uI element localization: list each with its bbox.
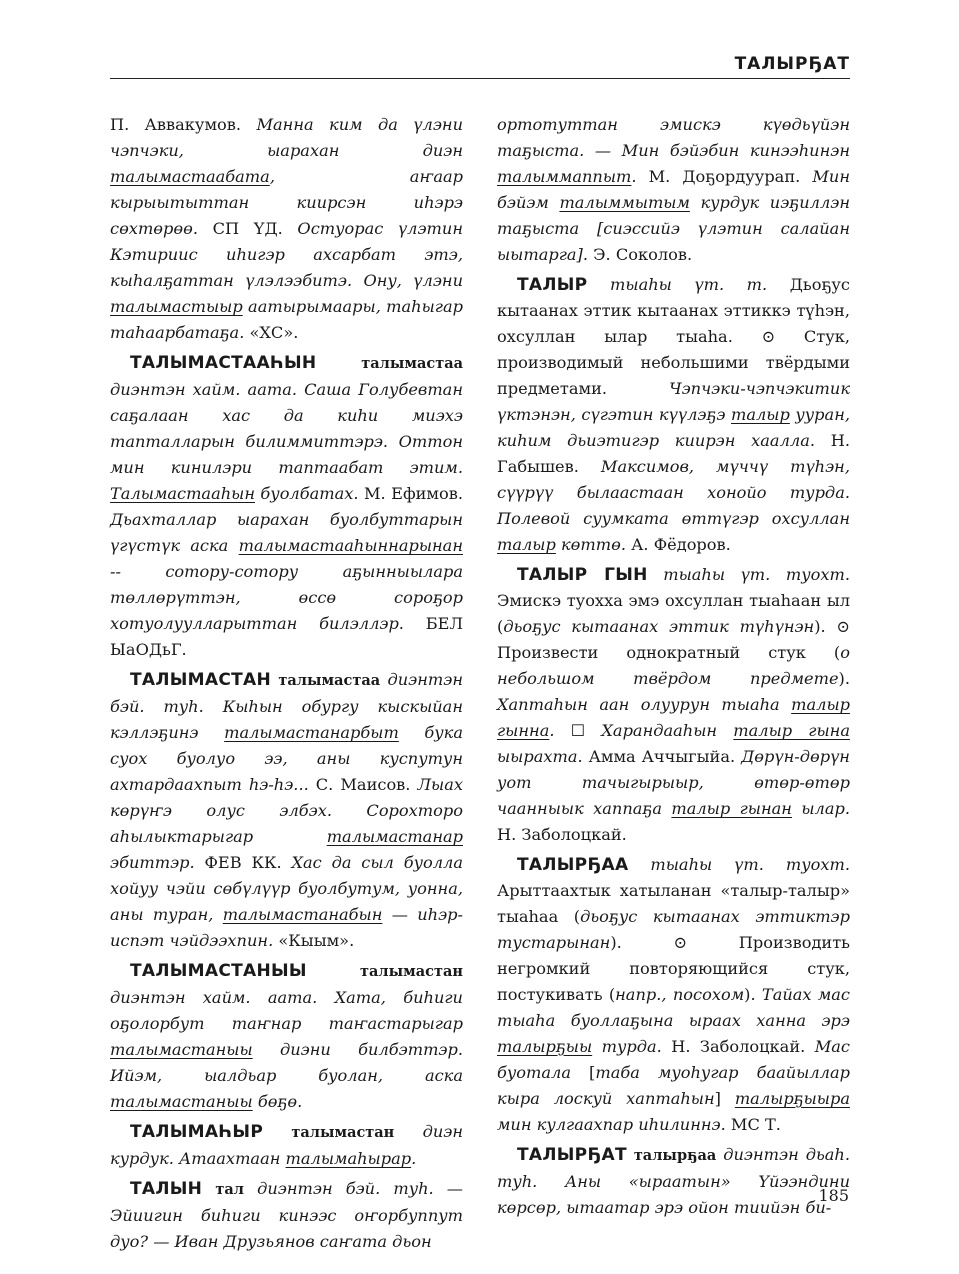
text: ). (744, 985, 762, 1004)
left-column (110, 112, 463, 1259)
italic-text: . (411, 1149, 417, 1168)
example-word: талыр гына (733, 721, 850, 740)
text (587, 275, 610, 294)
text: ФЕВ КК. (204, 853, 292, 872)
italic-text: ылар. (791, 799, 851, 818)
source-word: тал (215, 1181, 244, 1198)
text: ). (838, 669, 850, 688)
text: С. Маисов. (315, 775, 418, 794)
italic-text: көттө. (555, 535, 632, 554)
italic-text: диэнтэн бэй. туһ. Кыһын обургу кыскыйан кэллэҕинэ (110, 670, 463, 742)
italic-text: бука суох буолуо ээ, аны куспутун ахтардаахпыт һэ-һэ... (110, 723, 463, 794)
entry-continuation (497, 112, 850, 268)
text: Н. Заболоцкай. (671, 1037, 815, 1056)
italic-text: диэн курдук. Атаахтаан (110, 1122, 463, 1168)
italic-text: курдук иэҕиллэн таҕыста [сиэссийэ үлэтин салайан ыытарга]. (497, 193, 850, 264)
headword: ТАЛЫР ГЫН (517, 565, 648, 585)
italic-text: Чэпчэки-чэпчэкитик үктэнэн, сүгэтин күүлэҕэ (497, 379, 850, 424)
italic-text: диэнтэн хайм. аата. Хата, биһиги оҕолорбут таҥнар таҥастарыгар (110, 988, 463, 1033)
italic-text: Мин бэйэм (497, 167, 850, 212)
italic-text: ыырахта. (497, 747, 589, 766)
italic-text: Хас да сыл буолла хойуу чэйи сөбүлүүр буолбутум, уонна, аны туран, (110, 853, 463, 924)
example-word: талымастыыр (110, 297, 243, 316)
text: ] (714, 1089, 735, 1108)
italic-text: Дьахталлар ыарахан буолбуттарын үгүстүк аска (110, 510, 463, 555)
italic-text: . (631, 167, 649, 186)
example-word: талымастаабата (110, 167, 270, 186)
italic-text: турда. (592, 1037, 672, 1056)
dictionary-entry (110, 667, 463, 954)
dictionary-entry (110, 958, 463, 1115)
italic-text: Манна ким да үлэни чэпчэки, ыарахан диэн (110, 115, 463, 160)
text: ). ⊙ Произвести однократный стук ( (497, 617, 850, 662)
italic-text: дьоҕус кытаанах эттик түһүнэн (503, 617, 815, 636)
text: Э. Соколов. (593, 245, 693, 264)
example-word: талыммаппыт (497, 167, 632, 186)
text (627, 1145, 634, 1164)
italic-text: — иһэр-испэт чэйдээхпин. (110, 905, 463, 950)
text: А. Фёдоров. (631, 535, 731, 554)
text (628, 855, 650, 874)
italic-text: дьоҕус кытаанах эттиктэр тустарынан (497, 907, 850, 952)
text (394, 1122, 422, 1141)
text: ). ⊙ Производить негромкий повторяющийся стук, постукивать ( (497, 933, 850, 1004)
text: СП ҮД. (212, 219, 298, 238)
italic-text: диэни билбэттэр. Ийэм, ыалдьар буолан, аска (110, 1040, 463, 1085)
example-word: талырҕыы (497, 1037, 593, 1056)
italic-text: Дөрүн-дөрүн уот тачыгырыыр, өтөр-өтөр чаанныык хаппаҕа (497, 747, 850, 818)
text: [ (589, 1063, 596, 1082)
headword: ТАЛЫМАСТАНЫЫ (130, 961, 307, 981)
header-rule (110, 78, 850, 79)
italic-text: тыаһы үт. т. (610, 275, 790, 294)
text: П. Аввакумов. (110, 115, 257, 134)
page-number: 185 (818, 1186, 849, 1205)
italic-text: диэнтэн дьаһ. туһ. Аны «ыраатын» Үйээндини көрсөр, ытаатар эрэ ойон тиийэн би- (497, 1145, 850, 1217)
italic-text: таба муоһугар баайыллар кыра лоскуй хаптаһын (497, 1063, 850, 1108)
italic-text: тыаһы үт. туохт. (663, 565, 850, 584)
italic-text: , аҥаар кырыытыттан киирсэн иһэрэ сөхтөрөө. (110, 167, 463, 238)
italic-text: тыаһы үт. туохт. (650, 855, 850, 874)
example-word: талыммытым (559, 193, 690, 212)
italic-text: аатырымаары, таһыгар таһаарбатаҕа. (110, 297, 463, 342)
example-word: талымастаныы (110, 1092, 253, 1111)
example-word: талыр гынна (497, 695, 850, 740)
text: Дьоҕус кытаанах эттик кытаанах эттиккэ түһэн, охсуллан ылар тыаһа. ⊙ Стук, производимый небольшими твёрдыми предметами. (497, 275, 850, 398)
text (316, 353, 361, 372)
text: Амма Аччыгыйа. (588, 747, 742, 766)
example-word: талымастанабын (222, 905, 383, 924)
italic-text: Хаптаһын аан олуурун тыаһа (497, 695, 792, 714)
italic-text: . (549, 721, 571, 740)
text (244, 1179, 257, 1198)
example-word: талымастанар (326, 827, 463, 846)
dictionary-entry (497, 1142, 850, 1221)
italic-text: буолбатах. (255, 484, 364, 503)
italic-text: эбиттэр. (110, 853, 205, 872)
dictionary-entry (497, 272, 850, 558)
text: Эмискэ туохха эмэ охсуллан тыаһаан ыл ( (497, 591, 850, 636)
example-word: талымастаныы (110, 1040, 253, 1059)
italic-text: Тайах мас тыаһа буоллаҕына ыраах ханна эрэ (497, 985, 851, 1030)
running-header: ТАЛЫРҔАТ (734, 54, 850, 74)
right-column (497, 112, 850, 1225)
text (202, 1179, 215, 1198)
text: «Кыым». (278, 931, 355, 950)
italic-text: -- сотору-сотору аҕынныылара төллөрүттэн, өссө сороҕор хотуолуулларыттан билэллэр. (110, 562, 463, 633)
source-word: талымастан (291, 1124, 395, 1141)
example-word: талымаһырар (285, 1149, 412, 1168)
headword: ТАЛЫРҔАА (517, 855, 629, 875)
headword: ТАЛЫРҔАТ (517, 1145, 627, 1165)
text (263, 1122, 291, 1141)
italic-text: Харандааһын (601, 721, 734, 740)
example-word: талымастааһыннарынан (238, 536, 463, 555)
dictionary-entry (497, 562, 850, 848)
text: БЕЛ ЫаОДьГ. (110, 614, 463, 659)
headword: ТАЛЫР (517, 275, 588, 295)
italic-text: диэнтэн хайм. аата. Саша Голубевтан саҕалаан хас да киһи миэхэ тапталларын билиммиттэрэ. Оттон мин кинилэри таптаабат этим. (110, 380, 463, 477)
entry-continuation (110, 112, 463, 346)
headword: ТАЛЫМАҺЫР (130, 1122, 264, 1142)
text (648, 565, 664, 584)
text: М. Ефимов. (363, 484, 463, 503)
source-word: талымастаа (278, 672, 381, 689)
dictionary-entry (497, 852, 850, 1138)
italic-text: Остуорас үлэтин Кэтириис иһигэр ахсарбат этэ, кыһалҕаттан үлэлээбитэ. Ону, үлэни (110, 219, 463, 290)
example-word: талыр (731, 405, 790, 424)
dictionary-entry (110, 1176, 463, 1255)
italic-text: бөҕө. (252, 1092, 303, 1111)
text: «ХС». (249, 323, 299, 342)
text (307, 961, 360, 980)
italic-text: ууран, киһим дьиэтигэр киирэн хаалла. (497, 405, 851, 450)
example-word: талыр гынан (671, 799, 792, 818)
headword: ТАЛЫМАСТАН (130, 670, 272, 690)
italic-text: Мас буотала (497, 1037, 850, 1082)
source-word: талырҕаа (633, 1147, 717, 1164)
example-word: талырҕыыра (734, 1089, 850, 1108)
italic-text: ортотуттан эмискэ күөдьүйэн таҕыста. — Мин бэйэбин кинээһинэн (497, 115, 850, 160)
headword: ТАЛЫН (130, 1179, 203, 1199)
text: ☐ (570, 721, 602, 740)
headword: ТАЛЫМАСТААҺЫН (130, 353, 317, 373)
example-word: Талымастааһын (110, 484, 255, 503)
dictionary-entry (110, 350, 463, 663)
italic-text: диэнтэн бэй. туһ. — Эйиигин биһиги кинээс оҥорбуппут дуо? — Иван Друзьянов саҥата дьон (110, 1179, 463, 1251)
dictionary-entry (110, 1119, 463, 1172)
italic-text: Лыах көрүҥэ олус элбэх. Сорохторо аһылыктарыгар (110, 775, 463, 846)
source-word: талымастаа (361, 355, 463, 372)
example-word: талымастанарбыт (224, 723, 399, 742)
italic-text: о небольшом твёрдом предмете (497, 643, 850, 688)
text: МС Т. (730, 1115, 781, 1134)
italic-text: напр., посохом (615, 985, 745, 1004)
text: Н. Габышев. (497, 431, 850, 476)
text: М. Доҕордуурап. (648, 167, 813, 186)
text: Н. Заболоцкай. (497, 825, 627, 844)
italic-text: Максимов, мүччү түһэн, сүүрүү былаастаан хонойо турда. Полевой суумката өттүгэр охсуллан (497, 457, 850, 528)
example-word: талыр (497, 535, 556, 554)
italic-text: мин кулгаахпар иһилиннэ. (497, 1115, 731, 1134)
text: Арыттаахтык хатыланан «талыр-талыр» тыаһаа ( (497, 881, 850, 926)
source-word: талымастан (360, 963, 463, 980)
